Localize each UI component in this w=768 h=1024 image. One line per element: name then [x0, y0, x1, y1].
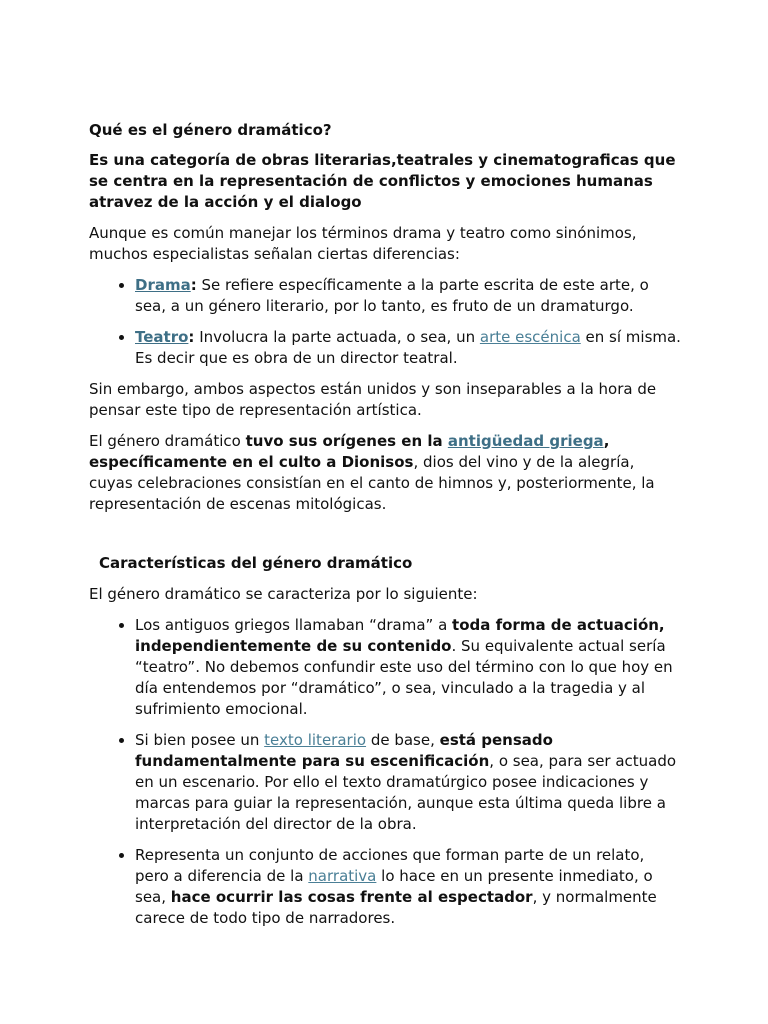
origins-bold-1: tuvo sus orígenes en la — [245, 432, 448, 450]
list-item-teatro — [135, 327, 682, 369]
arte-escenica-link[interactable]: arte escénica — [479, 328, 581, 346]
item-text: , o sea, para ser actuado en un escenario. Por ello el texto dramatúrgico posee indicaciones y marcas para guiar la representación, aunque esta última queda libre a interpretación del director de la obra. — [135, 752, 677, 833]
colon: : — [190, 276, 197, 294]
origins-bold-2: , específicamente en el culto a Dionisos — [89, 432, 610, 471]
lead-paragraph: Es una categoría de obras literarias,teatrales y cinematograficas que se centra en la representación de conflictos y emociones humanas atravez de la acción y el dialogo — [89, 151, 676, 211]
drama-definition: Se refiere específicamente a la parte escrita de este arte, o sea, a un género literario, por lo tanto, es fruto de un dramaturgo. — [135, 276, 649, 315]
antiguedad-griega-link[interactable]: antigüedad griega — [447, 432, 604, 450]
item-text: lo hace en un presente inmediato, o sea, — [135, 867, 653, 906]
list-item-drama — [135, 275, 682, 317]
intro-paragraph: Aunque es común manejar los términos drama y teatro como sinónimos, muchos especialistas señalan ciertas diferencias: — [89, 224, 637, 263]
item-text: Representa un conjunto de acciones que forman parte de un relato, pero a diferencia de la — [135, 846, 645, 885]
page-title: Qué es el género dramático? — [89, 121, 332, 139]
teatro-definition-end: en sí misma. Es decir que es obra de un director teatral. — [135, 328, 681, 367]
teatro-link[interactable]: Teatro — [135, 328, 189, 346]
terms-list — [89, 275, 682, 369]
narrativa-link[interactable]: narrativa — [308, 867, 377, 885]
item-text: . Su equivalente actual sería “teatro”. No debemos confundir este uso del término con lo que hoy en día entendemos por “dramático”, o sea, vinculado a la tragedia y al sufrimiento emocional. — [135, 637, 673, 718]
origins-paragraph — [89, 431, 682, 515]
item-bold: está pensado fundamentalmente para su escenificación — [135, 731, 553, 770]
item-bold: toda forma de actuación, independientemente de su contenido — [135, 616, 665, 655]
list-item — [135, 615, 682, 720]
texto-literario-link[interactable]: texto literario — [264, 731, 367, 749]
item-bold: hace ocurrir las cosas frente al espectador — [170, 888, 533, 906]
list-item — [135, 845, 682, 929]
item-text: Los antiguos griegos llamaban “drama” a — [135, 616, 453, 634]
section-intro: El género dramático se caracteriza por lo siguiente: — [89, 585, 478, 603]
origins-text-2: , dios del vino y de la alegría, cuyas celebraciones consistían en el canto de himnos y, posteriormente, la representación de escenas mitológicas. — [89, 453, 655, 513]
item-text: Si bien posee un — [135, 731, 265, 749]
item-text: de base, — [366, 731, 440, 749]
teatro-definition-start: Involucra la parte actuada, o sea, un — [194, 328, 480, 346]
list-item — [135, 730, 682, 835]
colon: : — [188, 328, 195, 346]
sin-embargo-paragraph: Sin embargo, ambos aspectos están unidos y son inseparables a la hora de pensar este tipo de representación artística. — [89, 380, 657, 419]
origins-text-1: El género dramático — [89, 432, 246, 450]
item-text: , y normalmente carece de todo tipo de narradores. — [135, 888, 657, 927]
section-heading: Características del género dramático — [99, 554, 413, 572]
drama-link[interactable]: Drama — [135, 276, 191, 294]
characteristics-list — [89, 615, 682, 929]
